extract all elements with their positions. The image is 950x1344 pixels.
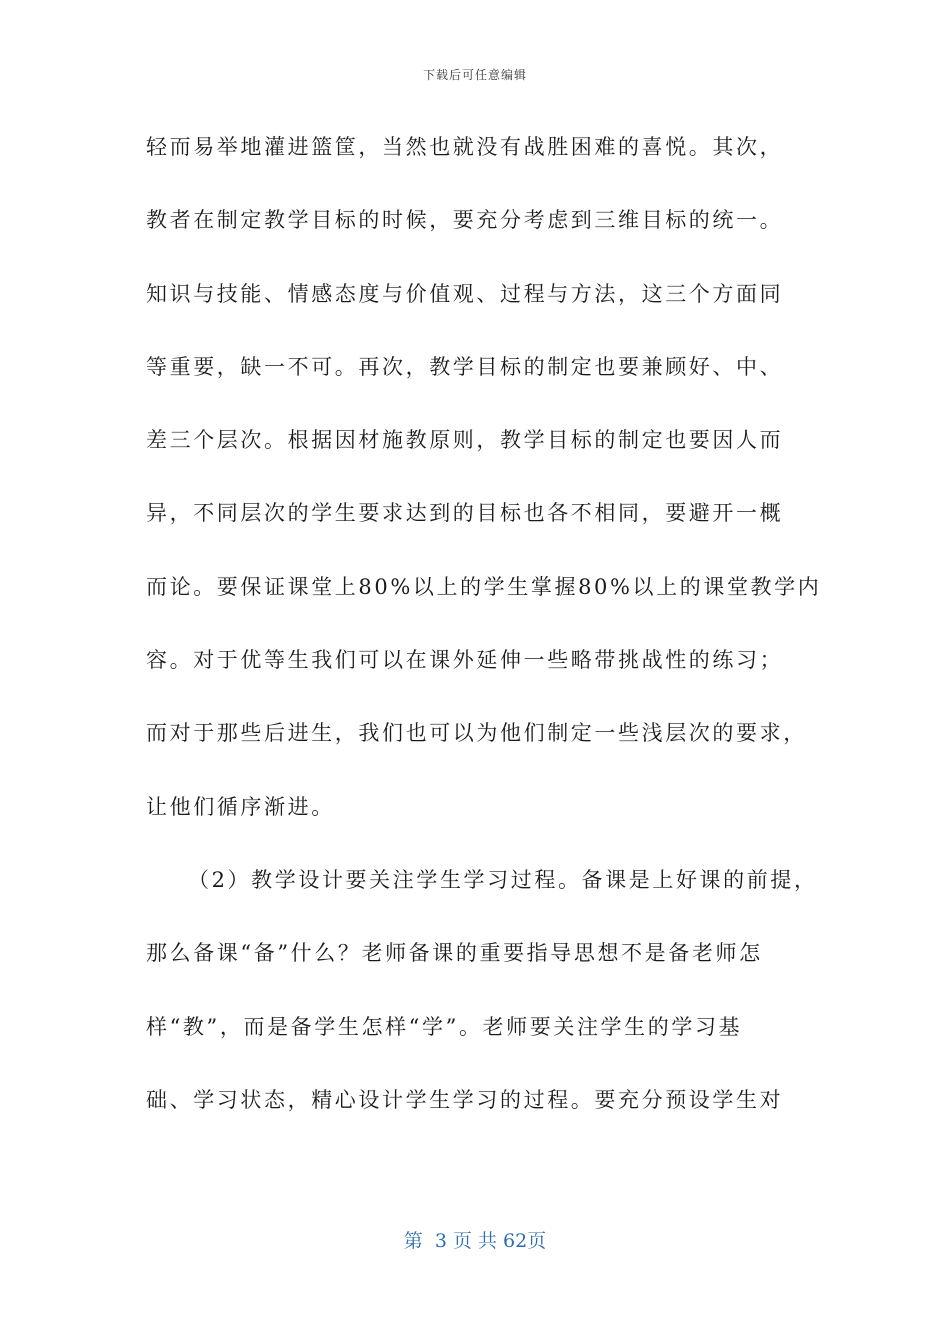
text-line: 样“教”，而是备学生怎样“学”。老师要关注学生的学习基 — [146, 1014, 743, 1039]
text-line: 而论。要保证课堂上80%以上的学生掌握80%以上的课堂教学内 — [146, 574, 822, 599]
text-line: 容。对于优等生我们可以在课外延伸一些略带挑战性的练习； — [146, 648, 784, 673]
text-line: 而对于那些后进生，我们也可以为他们制定一些浅层次的要求， — [146, 721, 807, 746]
text-line: 那么备课“备”什么？老师备课的重要指导思想不是备老师怎 — [146, 941, 763, 966]
text-line: 让他们循序渐进。 — [146, 794, 335, 819]
text-line: 异，不同层次的学生要求达到的目标也各不相同，要避开一概 — [146, 501, 784, 526]
text-line: 知识与技能、情感态度与价值观、过程与方法，这三个方面同 — [146, 281, 784, 306]
text-line: 差三个层次。根据因材施教原则，教学目标的制定也要因人而 — [146, 428, 784, 453]
text-line: 础、学习状态，精心设计学生学习的过程。要充分预设学生对 — [146, 1087, 784, 1112]
document-body — [146, 127, 822, 1153]
text-line: 等重要，缺一不可。再次，教学目标的制定也要兼顾好、中、 — [146, 354, 784, 379]
paragraph-start-line: （2）教学设计要关注学生学习过程。备课是上好课的前提， — [188, 867, 818, 892]
page-number-footer: 第 3 页 共 62页 — [403, 1230, 547, 1252]
page-header: 下载后可任意编辑 — [422, 68, 527, 82]
text-line: 轻而易举地灌进篮筐，当然也就没有战胜困难的喜悦。其次， — [146, 135, 784, 159]
text-line: 教者在制定教学目标的时候，要充分考虑到三维目标的统一。 — [146, 208, 784, 233]
